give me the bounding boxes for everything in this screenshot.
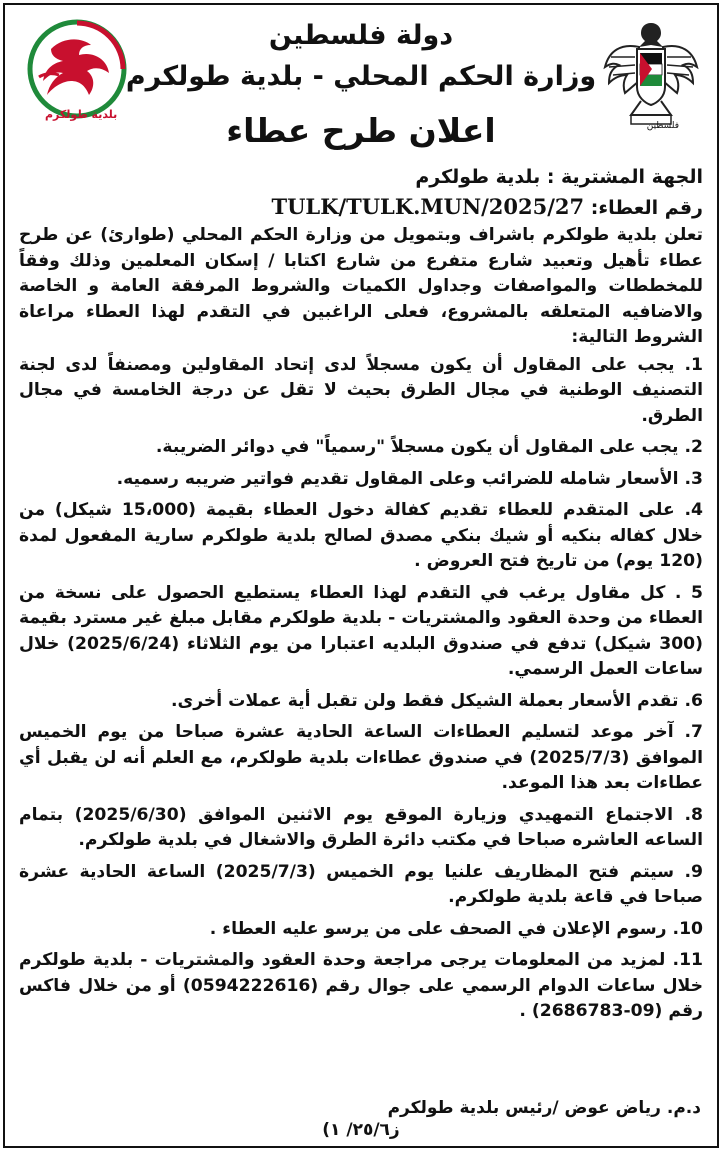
condition-item: 1. يجب على المقاول أن يكون مسجلاً لدى إتحاد المقاولين ومصنفاً لدى لجنة التصنيف الوطنية في مجال الطرق بحيث لا تقل عن درجة الخامسة في مجال الطرق. [19,354,703,426]
header [5,5,717,165]
ministry-name: وزارة الحكم المحلي - بلدية طولكرم [125,61,597,92]
reference-code: ز٢٥/٦/ ١) [322,1120,400,1140]
announcement-body [19,165,703,1031]
emblem-caption: فلسطين [646,121,679,131]
tender-number-label: رقم العطاء: [590,196,703,219]
condition-item: 4. على المتقدم للعطاء تقديم كفالة دخول العطاء بقيمة (15،000 شيكل) من خلال كفاله بنكيه أو شيك بنكي مصدق لصالح بلدية طولكرم سارية المفعول لمدة (120 يوم) من تاريخ فتح العروض . [19,500,703,571]
condition-item: 7. آخر موعد لتسليم العطاءات الساعة الحادية عشرة صباحا من يوم الخميس الموافق (2025/7/3) في صندوق عطاءات بلدية طولكرم، مع العلم أنه لن يقبل أي عطاءات بعد هذا الموعد. [19,722,703,793]
intro-paragraph: تعلن بلدية طولكرم باشراف وبتمويل من وزارة الحكم المحلي (طوارئ) عن طرح عطاء تأهيل وتعبيد شارع متفرع من شارع اكتابا / إسكان المعلمين وذلك وفقاً للمخططات والمواصفات وجداول الكميات والشروط المرفقة العامة و الخاصة والاضافيه المتعلقه بالمشروع، فعلى الراغبين في التقدم لهذا العطاء مراعاة الشروط التالية: [19,225,703,347]
condition-item: 9. سيتم فتح المظاريف علنيا يوم الخميس (2025/7/3) الساعة الحادية عشرة صباحا في قاعة بلدية طولكرم. [19,861,703,907]
announcement-title: اعلان طرح عطاء [226,111,496,150]
condition-item: 8. الاجتماع التمهيدي وزيارة الموقع يوم الاثنين الموافق (2025/6/30) بتمام الساعه العاشره صباحا في مكتب دائرة الطرق والاشغال في بلدية طولكرم. [19,804,703,850]
state-name: دولة فلسطين [268,20,454,51]
condition-item: 5 . كل مقاول يرغب في التقدم لهذا العطاء يستطيع الحصول على نسخة من العطاء من وحدة العقود والمشتريات - بلدية طولكرم مقابل مبلغ غير مسترد بقيمة (300 شيكل) تدفع في صندوق البلديه اعتبارا من يوم الثلاثاء (2025/6/24) خلال ساعات العمل الرسمي. [19,582,703,679]
condition-item: 6. تقدم الأسعار بعملة الشيكل فقط ولن تقبل أية عملات أخرى. [170,690,703,711]
purchasing-entity: الجهة المشترية : بلدية طولكرم [415,166,703,188]
tender-announcement [3,3,719,1148]
tender-number-code: TULK/TULK.MUN/2025/27 [271,193,585,219]
condition-item: 10. رسوم الإعلان في الصحف على من يرسو عليه العطاء . [209,918,703,939]
tender-number [19,194,703,222]
condition-item: 11. لمزيد من المعلومات يرجى مراجعة وحدة العقود والمشتريات - بلدية طولكرم خلال ساعات الدوام الرسمي على جوال رقم (0594222616) أو من خلال فاكس رقم (09-2686783) . [19,950,703,1021]
signature: د.م. رياض عوض /رئيس بلدية طولكرم [387,1098,701,1118]
logo-caption: بلدية طولكرم [45,108,118,121]
condition-item: 2. يجب على المقاول أن يكون مسجلاً "رسمياً" في دوائر الضريبة. [155,437,703,457]
condition-item: 3. الأسعار شامله للضرائب وعلى المقاول تقديم فواتير ضريبه رسميه. [116,468,703,489]
